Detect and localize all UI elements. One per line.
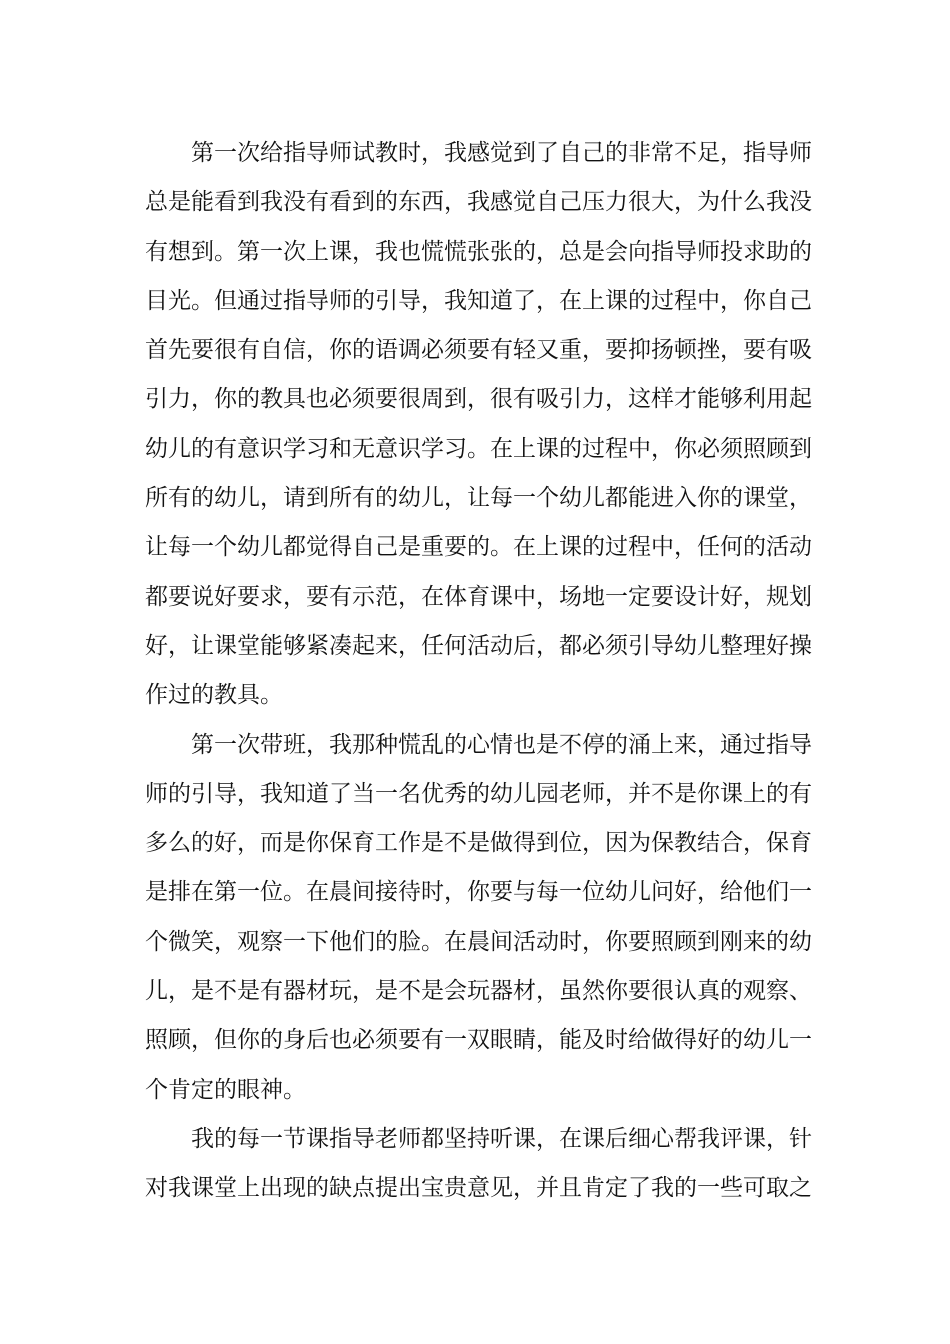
paragraph-3-line-1: 我的每一节课指导老师都坚持听课，在课后细心帮我评课，针 xyxy=(191,1125,812,1152)
paragraph-1-line-12: 作过的教具。 xyxy=(145,682,283,709)
paragraph-1-line-2: 总是能看到我没有看到的东西，我感觉自己压力很大，为什么我没 xyxy=(145,189,812,216)
paragraph-2-line-3: 多么的好，而是你保育工作是不是做得到位，因为保教结合，保育 xyxy=(145,830,812,857)
paragraph-3-line-2: 对我课堂上出现的缺点提出宝贵意见，并且肯定了我的一些可取之 xyxy=(145,1175,812,1202)
paragraph-2-line-5: 个微笑，观察一下他们的脸。在晨间活动时，你要照顾到刚来的幼 xyxy=(145,928,812,955)
paragraph-2-line-8: 个肯定的眼神。 xyxy=(145,1076,306,1103)
paragraph-1-line-9: 让每一个幼儿都觉得自己是重要的。在上课的过程中，任何的活动 xyxy=(145,534,812,561)
paragraph-2-line-6: 儿，是不是有器材玩，是不是会玩器材，虽然你要很认真的观察、 xyxy=(145,978,812,1005)
paragraph-2-line-2: 师的引导，我知道了当一名优秀的幼儿园老师，并不是你课上的有 xyxy=(145,780,812,807)
paragraph-1-line-1: 第一次给指导师试教时，我感觉到了自己的非常不足，指导师 xyxy=(191,140,812,166)
paragraph-1-line-4: 目光。但通过指导师的引导，我知道了，在上课的过程中，你自己 xyxy=(145,287,812,314)
paragraph-1-line-6: 引力，你的教具也必须要很周到，很有吸引力，这样才能够利用起 xyxy=(145,386,812,413)
paragraph-1-line-8: 所有的幼儿，请到所有的幼儿，让每一个幼儿都能进入你的课堂， xyxy=(145,485,812,512)
paragraph-1-line-3: 有想到。第一次上课，我也慌慌张张的，总是会向指导师投求助的 xyxy=(145,238,812,265)
paragraph-2-line-4: 是排在第一位。在晨间接待时，你要与每一位幼儿问好，给他们一 xyxy=(145,879,812,906)
paragraph-1-line-10: 都要说好要求，要有示范，在体育课中，场地一定要设计好，规划 xyxy=(145,583,812,610)
paragraph-1-line-7: 幼儿的有意识学习和无意识学习。在上课的过程中，你必须照顾到 xyxy=(145,435,812,462)
paragraph-2-line-7: 照顾，但你的身后也必须要有一双眼睛，能及时给做得好的幼儿一 xyxy=(145,1027,812,1054)
body-text xyxy=(145,129,812,1214)
paragraph-1-line-5: 首先要很有自信，你的语调必须要有轻又重，要抑扬顿挫，要有吸 xyxy=(145,337,812,364)
paragraph-1-line-11: 好，让课堂能够紧凑起来，任何活动后，都必须引导幼儿整理好操 xyxy=(145,632,812,659)
paragraph-2-line-1: 第一次带班，我那种慌乱的心情也是不停的涌上来，通过指导 xyxy=(191,731,812,758)
